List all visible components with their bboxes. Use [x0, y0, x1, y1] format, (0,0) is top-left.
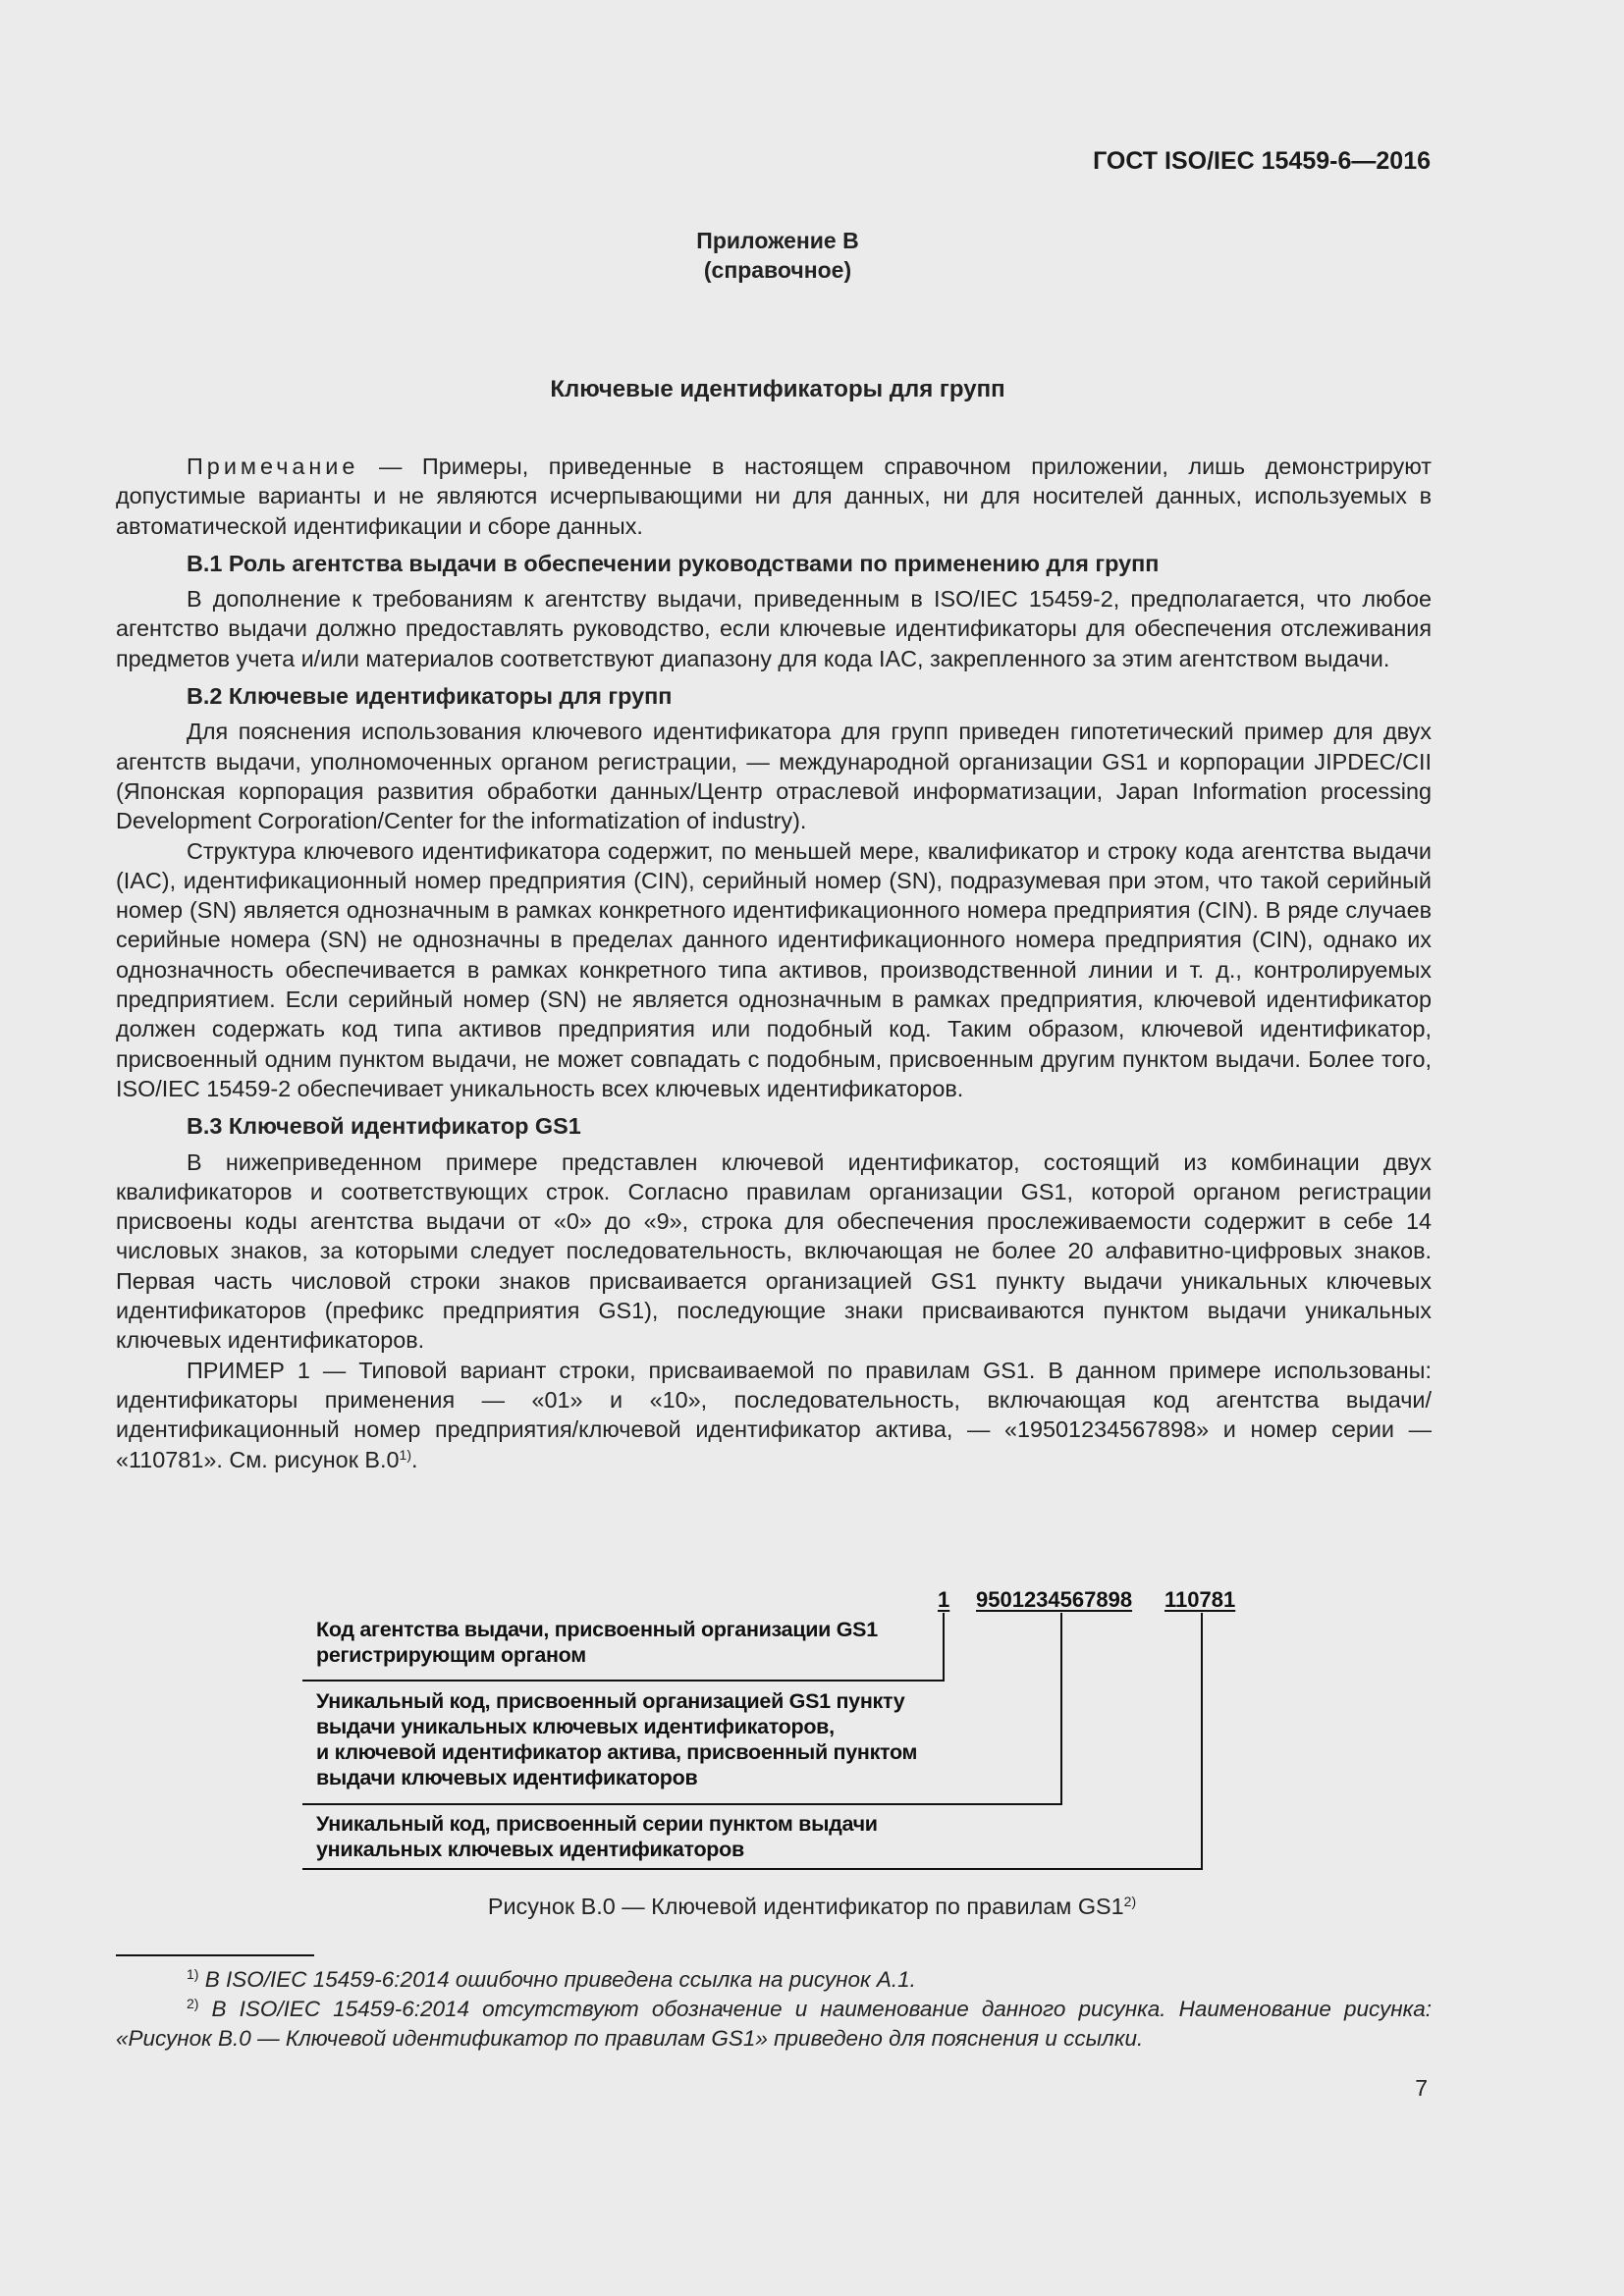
section-b2-paragraph-2: Структура ключевого идентификатора содержит, по меньшей мере, квалификатор и строку кода агентства выдачи (IAC), идентификационный номер предприятия (CIN), серийный номер (SN), подразумевая при этом, что такой серийный номер (SN) является однозначным в рамках конкретного идентификационного номера предприятия (CIN). В ряде случаев серийные номера (SN) не однозначны в пределах данного идентификационного номера предприятия (CIN), однако их однозначность обеспечивается в рамках конкретного типа активов, производственной линии и т. д., контролируемых предприятием. Если серийный номер (SN) не является однозначным в рамках предприятия, ключевой идентификатор должен содержать код типа активов предприятия или подобный код. Таким образом, ключевой идентификатор, присвоенный одним пунктом выдачи, не может совпадать с подобным, присвоенным другим пунктом выдачи. Более того, ISO/IEC 15459-2 обеспечивает уникальность всех ключевых идентификаторов. [116, 837, 1432, 1101]
page-number: 7 [1415, 2075, 1428, 2101]
code-serial: 110781 [1164, 1587, 1236, 1612]
label-serial [316, 1811, 878, 1862]
connector-company-vertical [1060, 1613, 1062, 1805]
label-iac [316, 1617, 878, 1668]
label-company [316, 1688, 917, 1790]
connector-iac-horizontal [302, 1680, 945, 1682]
connector-iac-vertical [943, 1613, 945, 1680]
note-text: — Примеры, приведенные в настоящем справочном приложении, лишь демонстрируют допустимые варианты и не являются исчерпывающими ни для данных, ни для носителей данных, используемых в автоматической идентификации и сборе данных. [116, 454, 1432, 539]
section-b3-example [116, 1356, 1432, 1474]
note-label: Примечание [187, 454, 359, 479]
appendix-label: Приложение В [696, 228, 859, 253]
footnote-2 [116, 1995, 1432, 2054]
footnote-divider [116, 1954, 314, 1956]
connector-serial-vertical [1201, 1613, 1203, 1870]
footnote-1 [116, 1965, 1432, 1995]
label-company-line-4: выдачи ключевых идентификаторов [316, 1766, 698, 1789]
footnotes [116, 1965, 1432, 2054]
page-title: Ключевые идентификаторы для групп [550, 376, 1005, 402]
document-code: ГОСТ ISO/IEC 15459-6—2016 [1093, 147, 1431, 175]
section-b2-paragraph-1: Для пояснения использования ключевого идентификатора для групп приведен гипотетический пример для двух агентств выдачи, уполномоченных органом регистрации, — международной организации GS1 и корпорации JIPDEC/CII (Японская корпорация развития обработки данных/Центр отраслевой информатизации, Japan Information processing Development Corporation/Center for the informatization of industry). [116, 719, 1432, 834]
example-end: . [411, 1446, 418, 1472]
caption-text: Рисунок В.0 — Ключевой идентификатор по правилам GS1 [487, 1894, 1124, 1919]
footnote-2-text: В ISO/IEC 15459-6:2014 отсутствуют обозначение и наименование данного рисунка. Наименование рисунка: «Рисунок В.0 — Ключевой идентификатор по правилам GS1» приведено для пояснения и ссылки. [116, 1997, 1432, 2051]
label-iac-line-2: регистрирующим органом [316, 1643, 586, 1667]
section-b3-paragraph-1: В нижеприведенном примере представлен ключевой идентификатор, состоящий из комбинации двух квалификаторов и соответствующих строк. Согласно правилам организации GS1, которой органом регистрации присвоены коды агентства выдачи от «0» до «9», строка для обеспечения прослеживаемости содержит в себе 14 числовых знаков, за которыми следует последовательность, включающая не более 20 алфавитно-цифровых знаков. Первая часть числовой строки знаков присваивается организацией GS1 пункту выдачи уникальных ключевых идентификаторов (префикс предприятия GS1), последующие знаки присваиваются пунктом выдачи уникальных ключевых идентификаторов. [116, 1148, 1432, 1354]
footnote-1-text: В ISO/IEC 15459-6:2014 ошибочно приведена ссылка на рисунок А.1. [198, 1967, 916, 1992]
footnote-ref-2[interactable]: 2) [1123, 1894, 1137, 1909]
section-b2-heading: В.2 Ключевые идентификаторы для групп [187, 683, 673, 710]
footnote-1-mark: 1) [187, 1966, 199, 1982]
label-company-line-3: и ключевой идентификатор актива, присвоенный пунктом [316, 1740, 918, 1764]
note-paragraph [116, 452, 1432, 541]
label-serial-line-2: уникальных ключевых идентификаторов [316, 1838, 744, 1861]
connector-company-horizontal [302, 1803, 1062, 1805]
label-serial-line-1: Уникальный код, присвоенный серии пунктом выдачи [316, 1812, 878, 1836]
section-b1-heading: В.1 Роль агентства выдачи в обеспечении руководствами по применению для групп [187, 550, 1160, 576]
body-text [116, 452, 1432, 1474]
appendix-type: (справочное) [703, 257, 852, 283]
label-iac-line-1: Код агентства выдачи, присвоенный организации GS1 [316, 1618, 878, 1641]
label-company-line-1: Уникальный код, присвоенный организацией GS1 пункту [316, 1689, 905, 1713]
section-b1-paragraph: В дополнение к требованиям к агентству выдачи, приведенным в ISO/IEC 15459-2, предполагается, что любое агентство выдачи должно предоставлять руководство, если ключевые идентификаторы для обеспечения отслеживания предметов учета и/или материалов соответствуют диапазону для кода IAC, закрепленного за этим агентством выдачи. [116, 586, 1432, 671]
code-iac: 1 [938, 1587, 950, 1612]
footnote-2-mark: 2) [187, 1996, 199, 2011]
label-company-line-2: выдачи уникальных ключевых идентификаторов, [316, 1715, 835, 1738]
figure-caption [0, 1894, 1624, 1920]
section-b3-heading: В.3 Ключевой идентификатор GS1 [187, 1113, 581, 1140]
code-company: 9501234567898 [976, 1587, 1133, 1612]
connector-serial-horizontal [302, 1868, 1203, 1870]
example-text: ПРИМЕР 1 — Типовой вариант строки, присваиваемой по правилам GS1. В данном примере использованы: идентификаторы применения — «01» и «10», последовательность, включающая код агентства выдачи/идентификационный номер предприятия/ключевой идентификатор актива, — «19501234567898» и номер серии — «110781». См. рисунок В.0 [116, 1357, 1432, 1472]
footnote-ref-1[interactable]: 1) [399, 1446, 411, 1463]
appendix-heading [0, 226, 1555, 285]
